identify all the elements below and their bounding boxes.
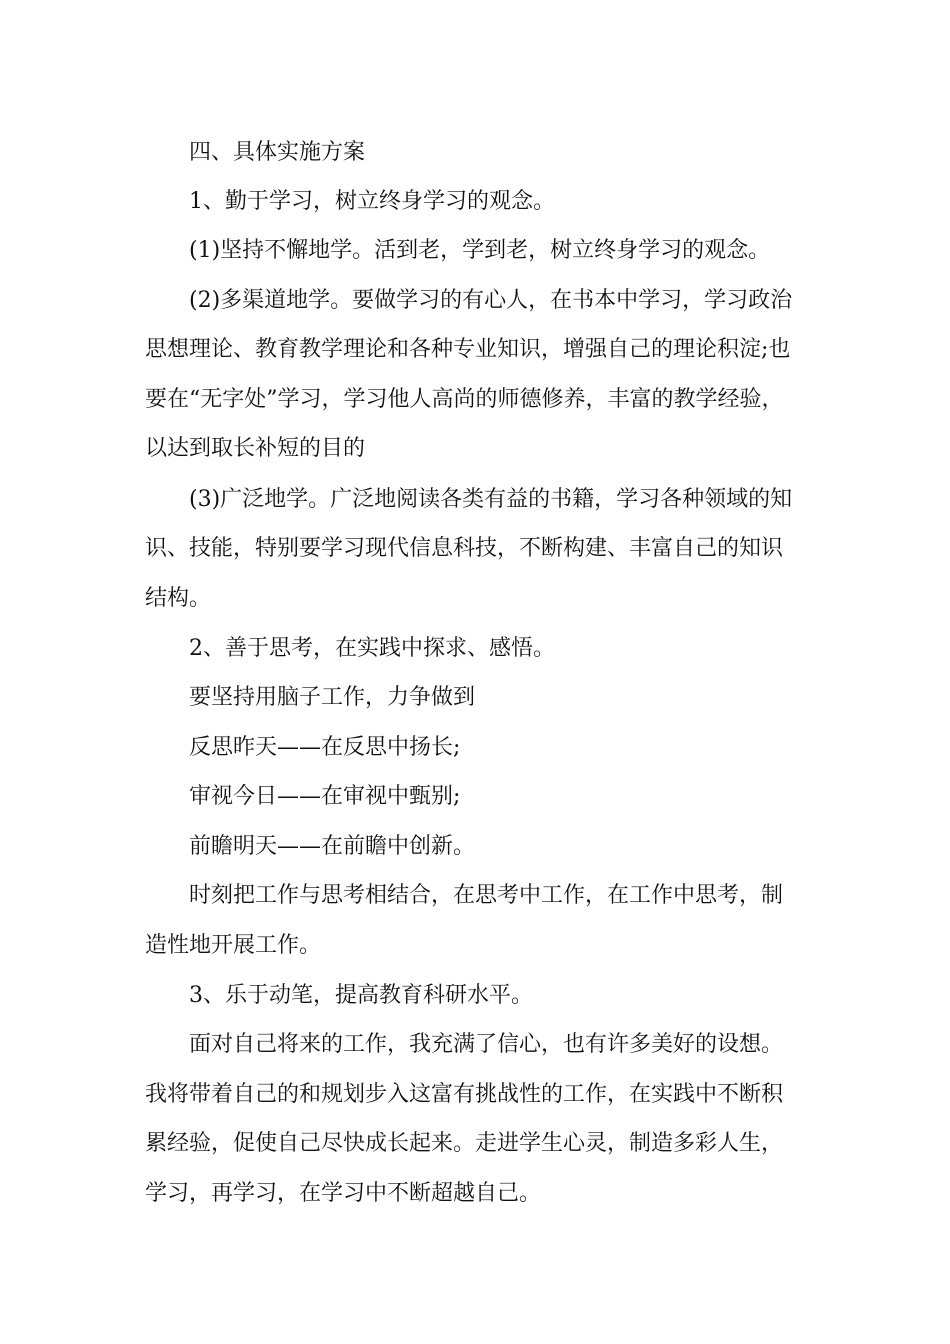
paragraph-line: 结构。 — [145, 586, 212, 611]
paragraph-line: 审视今日——在审视中甄别; — [189, 784, 461, 809]
paragraph-line: (3)广泛地学。广泛地阅读各类有益的书籍，学习各种领域的知 — [189, 487, 793, 512]
paragraph-line: 时刻把工作与思考相结合，在思考中工作，在工作中思考，制 — [189, 883, 784, 908]
paragraph-line: 思想理论、教育教学理论和各种专业知识，增强自己的理论积淀;也 — [145, 337, 791, 362]
paragraph-line: 以达到取长补短的目的 — [145, 436, 366, 461]
subheading-2: 2、善于思考，在实践中探求、感悟。 — [189, 636, 555, 661]
paragraph-line: 要坚持用脑子工作，力争做到 — [189, 685, 476, 710]
paragraph-line: 学习，再学习，在学习中不断超越自己。 — [145, 1181, 542, 1206]
paragraph-line: 造性地开展工作。 — [145, 933, 322, 958]
paragraph-line: (2)多渠道地学。要做学习的有心人，在书本中学习，学习政治 — [189, 288, 793, 313]
paragraph-line: 前瞻明天——在前瞻中创新。 — [189, 834, 476, 859]
paragraph-line: 面对自己将来的工作，我充满了信心，也有许多美好的设想。 — [189, 1032, 784, 1057]
subheading-1: 1、勤于学习，树立终身学习的观念。 — [189, 189, 555, 214]
paragraph-line: 累经验，促使自己尽快成长起来。走进学生心灵，制造多彩人生， — [145, 1131, 784, 1156]
paragraph-line: 识、技能，特别要学习现代信息科技，不断构建、丰富自己的知识 — [145, 536, 784, 561]
section-heading: 四、具体实施方案 — [189, 140, 366, 165]
paragraph-line: 要在“无字处”学习，学习他人高尚的师德修养，丰富的教学经验， — [145, 387, 784, 412]
paragraph-line: (1)坚持不懈地学。活到老，学到老，树立终身学习的观念。 — [189, 238, 771, 263]
paragraph-line: 反思昨天——在反思中扬长; — [189, 735, 461, 760]
subheading-3: 3、乐于动笔，提高教育科研水平。 — [189, 983, 533, 1008]
paragraph-line: 我将带着自己的和规划步入这富有挑战性的工作，在实践中不断积 — [145, 1082, 784, 1107]
